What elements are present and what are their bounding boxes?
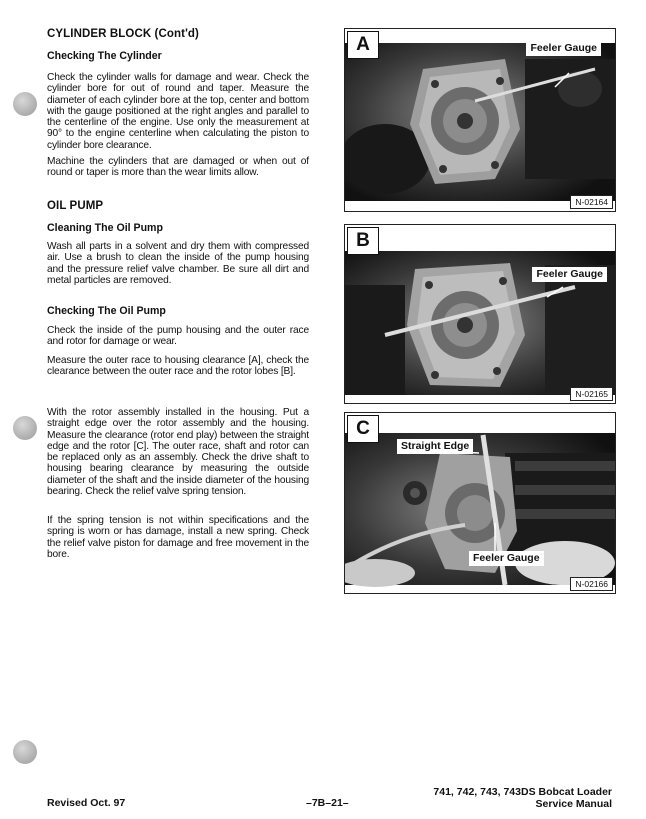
figure-a-callout: Feeler Gauge <box>526 41 601 56</box>
checking-oil-pump-paragraph-2: Measure the outer race to housing clearance [A], check the clearance between the outer race and the rotor lobes [B]. <box>47 355 309 378</box>
section-title: CYLINDER BLOCK (Cont'd) <box>47 28 199 40</box>
figure-c <box>344 412 616 594</box>
figure-a-photo <box>345 29 615 211</box>
checking-oil-pump-paragraph-1: Check the inside of the pump housing and the outer race and rotor for damage or wear. <box>47 325 309 348</box>
punch-hole <box>13 92 37 116</box>
figure-c-code: N-02166 <box>570 577 613 591</box>
figure-a-letter: A <box>347 31 379 59</box>
oil-pump-title: OIL PUMP <box>47 200 104 212</box>
footer-service-manual-line: Service Manual <box>535 798 612 810</box>
checking-cylinder-paragraph-1: Check the cylinder walls for damage and wear. Check the cylinder bore for out of round and taper. Measure the diameter of each cylinder bore at the top, center and bottom with the gauge positioned at the right angles and parallel to the centerline of the engine. Use only the measurement at 90° to the engine centerline when calculating the piston to cylinder bore clearance. <box>47 72 309 151</box>
figure-b-photo <box>345 225 615 403</box>
figure-c-callout-straight-edge: Straight Edge <box>397 439 473 454</box>
checking-oil-pump-paragraph-4: If the spring tension is not within specifications and the spring is worn or has damage, install a new spring. Check the relief valve piston for damage and free movement in the bore. <box>47 515 309 560</box>
checking-oil-pump-heading: Checking The Oil Pump <box>47 305 166 317</box>
figure-c-letter: C <box>347 415 379 443</box>
figure-b-code: N-02165 <box>570 387 613 401</box>
footer-manual-title <box>433 786 612 810</box>
figure-b-callout: Feeler Gauge <box>532 267 607 282</box>
footer-revision: Revised Oct. 97 <box>47 797 126 809</box>
footer-model-line: 741, 742, 743, 743DS Bobcat Loader <box>433 786 612 798</box>
checking-cylinder-paragraph-2: Machine the cylinders that are damaged or when out of round or taper is more than the wear limits allow. <box>47 156 309 179</box>
figure-a-code: N-02164 <box>570 195 613 209</box>
figure-c-photo <box>345 413 615 593</box>
footer-page-number: –7B–21– <box>306 797 349 809</box>
figure-c-callout-feeler-gauge: Feeler Gauge <box>469 551 544 566</box>
cleaning-oil-pump-heading: Cleaning The Oil Pump <box>47 222 163 234</box>
figure-a <box>344 28 616 212</box>
punch-hole <box>13 740 37 764</box>
checking-cylinder-heading: Checking The Cylinder <box>47 50 162 62</box>
figure-b <box>344 224 616 404</box>
checking-oil-pump-paragraph-3: With the rotor assembly installed in the housing. Put a straight edge over the rotor assembly and the housing. Measure the clearance (rotor end play) between the straight edge and the rotor [C]. The outer race, shaft and rotor can be replaced only as an assembly. Check the drive shaft to housing bearing clearance by measuring the outside diameter of the shaft and the inside diameter of the housing bearing. Check the relief valve spring tension. <box>47 407 309 498</box>
cleaning-oil-pump-paragraph: Wash all parts in a solvent and dry them with compressed air. Use a brush to clean the inside of the pump housing and the pressure relief valve chamber. Be sure all dirt and metal particles are removed. <box>47 241 309 286</box>
figure-b-letter: B <box>347 227 379 255</box>
punch-hole <box>13 416 37 440</box>
